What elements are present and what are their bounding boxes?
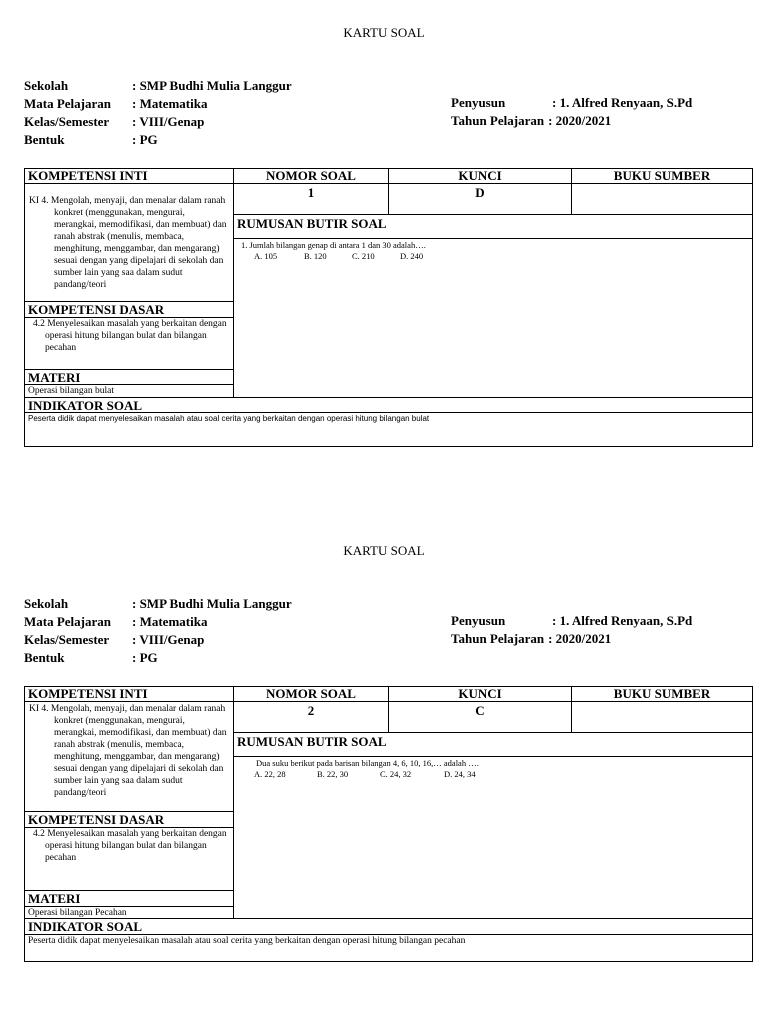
info-value: : PG — [132, 132, 158, 147]
option-d: D. 240 — [400, 251, 424, 261]
info-row-kelas-semester — [24, 631, 292, 649]
info-row-sekolah — [24, 77, 292, 95]
divider — [25, 183, 752, 184]
header-rumusan-butir-soal: RUMUSAN BUTIR SOAL — [237, 734, 387, 749]
kd-paragraph: 4.2 Menyelesaikan masalah yang berkaitan dengan operasi hitung bilangan bulat dan bilangan pecahan — [33, 319, 227, 353]
identity-block — [24, 595, 292, 667]
header-kunci: KUNCI — [458, 168, 502, 183]
divider — [233, 732, 752, 733]
identity-block — [24, 77, 292, 149]
info-label: Mata Pelajaran — [24, 96, 112, 111]
option-b: B. 22, 30 — [317, 769, 349, 779]
info-label: Sekolah — [24, 596, 69, 611]
info-value: : SMP Budhi Mulia Langgur — [132, 596, 292, 611]
divider — [25, 701, 752, 702]
info-value: : 2020/2021 — [548, 113, 612, 128]
header-rumusan-butir-soal: RUMUSAN BUTIR SOAL — [237, 216, 387, 231]
info-value: : 2020/2021 — [548, 631, 612, 646]
info-row-tahun-pelajaran — [451, 630, 692, 648]
ki-text: KI 4. Mengolah, menyaji, dan menalar dalam ranah konkret (menggunakan, mengurai, merangkai, memodifikasi, dan membuat) dan ranah abstrak (menulis, membaca, menghitung, menggambar, dan mengarang) sesuai dengan yang dipelajari di sekolah dan sumber lain yang saa dalam sudut pandang/teori — [29, 704, 227, 798]
option-d: D. 24, 34 — [444, 769, 476, 779]
header-materi: MATERI — [28, 891, 81, 906]
author-block — [451, 94, 692, 130]
info-label: Kelas/Semester — [24, 114, 110, 129]
info-label: Mata Pelajaran — [24, 614, 112, 629]
option-c: C. 24, 32 — [380, 769, 412, 779]
answer-options — [254, 768, 734, 780]
info-label: Bentuk — [24, 132, 65, 147]
info-row-mata-pelajaran — [24, 613, 292, 631]
header-kompetensi-dasar: KOMPETENSI DASAR — [28, 302, 165, 317]
header-materi: MATERI — [28, 370, 81, 385]
question-table — [24, 686, 753, 962]
question-table — [24, 168, 753, 447]
header-kompetensi-dasar: KOMPETENSI DASAR — [28, 812, 165, 827]
info-value: : VIII/Genap — [132, 114, 205, 129]
info-row-bentuk — [24, 649, 292, 667]
info-label: Bentuk — [24, 650, 65, 665]
kd-paragraph: 4.2 Menyelesaikan masalah yang berkaitan dengan operasi hitung bilangan bulat dan bilangan pecahan — [33, 829, 227, 863]
info-row-penyusun — [451, 612, 692, 630]
divider — [233, 687, 234, 918]
divider — [233, 214, 752, 215]
header-buku-sumber: BUKU SUMBER — [613, 686, 711, 701]
info-label: Tahun Pelajaran — [451, 631, 545, 646]
answer-options — [254, 250, 734, 262]
header-indikator-soal: INDIKATOR SOAL — [28, 919, 143, 934]
info-row-bentuk — [24, 131, 292, 149]
option-a: A. 22, 28 — [254, 769, 286, 779]
card-title: KARTU SOAL — [343, 25, 425, 40]
info-label: Penyusun — [451, 613, 506, 628]
header-buku-sumber: BUKU SUMBER — [613, 168, 711, 183]
kd-text — [25, 318, 233, 354]
indikator-text: Peserta didik dapat menyelesaikan masalah atau soal cerita yang berkaitan dengan operasi hitung bilangan bulat — [28, 414, 430, 423]
info-row-kelas-semester — [24, 113, 292, 131]
materi-text: Operasi bilangan bulat — [28, 386, 115, 396]
kartu-soal-card-1 — [0, 0, 768, 500]
question-text: 1. Jumlah bilangan genap di antara 1 dan 30 adalah…. — [241, 240, 426, 250]
card-title: KARTU SOAL — [343, 543, 425, 558]
info-value: : 1. Alfred Renyaan, S.Pd — [552, 613, 693, 628]
question-text: Dua suku berikut pada barisan bilangan 4, 6, 10, 16,… adalah …. — [256, 758, 479, 768]
info-row-penyusun — [451, 94, 692, 112]
option-b: B. 120 — [304, 251, 327, 261]
materi-text: Operasi bilangan Pecahan — [28, 908, 127, 918]
ki-text: KI 4. Mengolah, menyaji, dan menalar dalam ranah konkret (menggunakan, mengurai, merangkai, memodifikasi, dan membuat) dan ranah abstrak (menulis, membaca, menghitung, menggambar, dan mengarang) sesuai dengan yang dipelajari di sekolah dan sumber lain yang saa dalam sudut pandang/teori — [29, 196, 227, 290]
info-row-mata-pelajaran — [24, 95, 292, 113]
header-kompetensi-inti: KOMPETENSI INTI — [28, 686, 148, 701]
kunci-value: C — [475, 703, 485, 718]
header-kunci: KUNCI — [458, 686, 502, 701]
header-kompetensi-inti: KOMPETENSI INTI — [28, 168, 148, 183]
info-value: : 1. Alfred Renyaan, S.Pd — [552, 95, 693, 110]
indikator-text: Peserta didik dapat menyelesaikan masalah atau soal cerita yang berkaitan dengan operasi hitung bilangan pecahan — [28, 936, 466, 946]
option-c: C. 210 — [352, 251, 375, 261]
header-nomor-soal: NOMOR SOAL — [266, 168, 356, 183]
info-label: Sekolah — [24, 78, 69, 93]
divider — [233, 169, 234, 397]
kd-text — [25, 828, 233, 864]
nomor-soal-value: 2 — [307, 703, 315, 718]
header-nomor-soal: NOMOR SOAL — [266, 686, 356, 701]
header-indikator-soal: INDIKATOR SOAL — [28, 398, 143, 413]
info-value: : Matematika — [132, 96, 208, 111]
info-value: : Matematika — [132, 614, 208, 629]
info-label: Penyusun — [451, 95, 506, 110]
info-row-sekolah — [24, 595, 292, 613]
author-block — [451, 612, 692, 648]
info-value: : SMP Budhi Mulia Langgur — [132, 78, 292, 93]
kunci-value: D — [475, 185, 485, 200]
info-value: : PG — [132, 650, 158, 665]
info-row-tahun-pelajaran — [451, 112, 692, 130]
nomor-soal-value: 1 — [307, 185, 315, 200]
option-a: A. 105 — [254, 251, 278, 261]
kartu-soal-card-2 — [0, 518, 768, 1018]
info-value: : VIII/Genap — [132, 632, 205, 647]
info-label: Kelas/Semester — [24, 632, 110, 647]
info-label: Tahun Pelajaran — [451, 113, 545, 128]
